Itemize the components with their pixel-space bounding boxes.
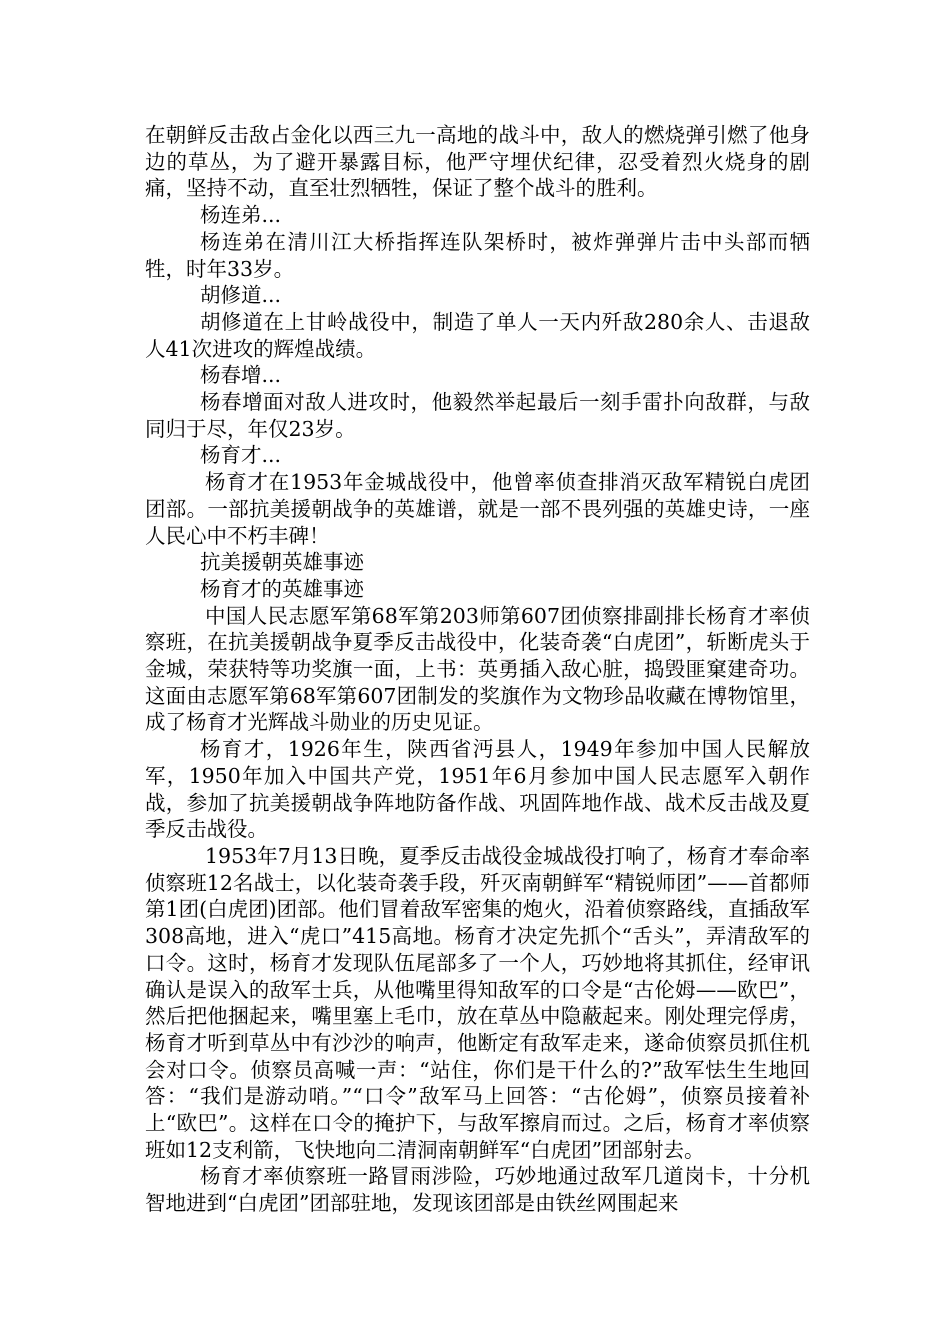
paragraph: 杨育才，1926年生，陕西省沔县人，1949年参加中国人民解放军，1950年加入中国共产党，1951年6月参加中国人民志愿军入朝作战，参加了抗美援朝战争阵地防备作战、巩固阵地作战、战术反击战及夏季反击战役。 <box>145 737 810 842</box>
hero-name-heading: 杨育才... <box>200 443 282 468</box>
section-subtitle: 杨育才的英雄事迹 <box>200 576 364 601</box>
paragraph: 杨春增面对敌人进攻时，他毅然举起最后一刻手雷扑向敌群，与敌同归于尽，年仅23岁。 <box>145 390 810 441</box>
paragraph: 1953年7月13日晚，夏季反击战役金城战役打响了，杨育才奉命率侦察班12名战士，以化装奇袭手段，歼灭南朝鲜军“精锐师团”——首都师第1团(白虎团)团部。他们冒着敌军密集的炮火，沿着侦察路线，直插敌军308高地，进入“虎口”415高地。杨育才决定先抓个“舌头”，弄清敌军的口令。这时，杨育才发现队伍尾部多了一个人，巧妙地将其抓住，经审讯确认是误入的敌军士兵，从他嘴里得知敌军的口令是“古伦姆——欧巴”，然后把他捆起来，嘴里塞上毛巾，放在草丛中隐蔽起来。刚处理完俘虏，杨育才听到草丛中有沙沙的响声，他断定有敌军走来，遂命侦察员抓住机会对口令。侦察员高喊一声：“站住，你们是干什么的?”敌军怯生生地回答：“我们是游动哨。”“口令”敌军马上回答：“古伦姆”，侦察员接着补上“欧巴”。这样在口令的掩护下，与敌军擦肩而过。之后，杨育才率侦察班如12支利箭，飞快地向二清洞南朝鲜军“白虎团”团部射去。 <box>145 843 810 1162</box>
paragraph: 杨育才率侦察班一路冒雨涉险，巧妙地通过敌军几道岗卡，十分机智地进到“白虎团”团部驻地，发现该团部是由铁丝网围起来 <box>145 1164 810 1216</box>
section-title: 抗美援朝英雄事迹 <box>200 550 364 575</box>
paragraph: 在朝鲜反击敌占金化以西三九一高地的战斗中，敌人的燃烧弹引燃了他身边的草丛，为了避开暴露目标，他严守埋伏纪律，忍受着烈火烧身的剧痛，坚持不动，直至壮烈牺牲，保证了整个战斗的胜利。 <box>145 123 810 201</box>
paragraph: 胡修道在上甘岭战役中，制造了单人一天内歼敌280余人、击退敌人41次进攻的辉煌战绩。 <box>145 309 810 361</box>
paragraph: 中国人民志愿军第68军第203师第607团侦察排副排长杨育才率侦察班，在抗美援朝战争夏季反击战役中，化装奇袭“白虎团”，斩断虎头于金城，荣获特等功奖旗一面，上书：英勇插入敌心脏，捣毁匪窠建奇功。这面由志愿军第68军第607团制发的奖旗作为文物珍品收藏在博物馆里，成了杨育才光辉战斗勋业的历史见证。 <box>145 603 810 735</box>
document-body <box>145 122 810 1217</box>
hero-name-heading: 杨春增... <box>200 363 282 388</box>
hero-name-heading: 胡修道... <box>200 283 282 308</box>
paragraph: 杨连弟在清川江大桥指挥连队架桥时，被炸弹弹片击中头部而牺牲，时年33岁。 <box>145 229 810 281</box>
paragraph: 杨育才在1953年金城战役中，他曾率侦查排消灭敌军精锐白虎团团部。一部抗美援朝战争的英雄谱，就是一部不畏列强的英雄史诗，一座人民心中不朽丰碑！ <box>145 470 810 548</box>
hero-name-heading: 杨连弟... <box>200 203 282 228</box>
